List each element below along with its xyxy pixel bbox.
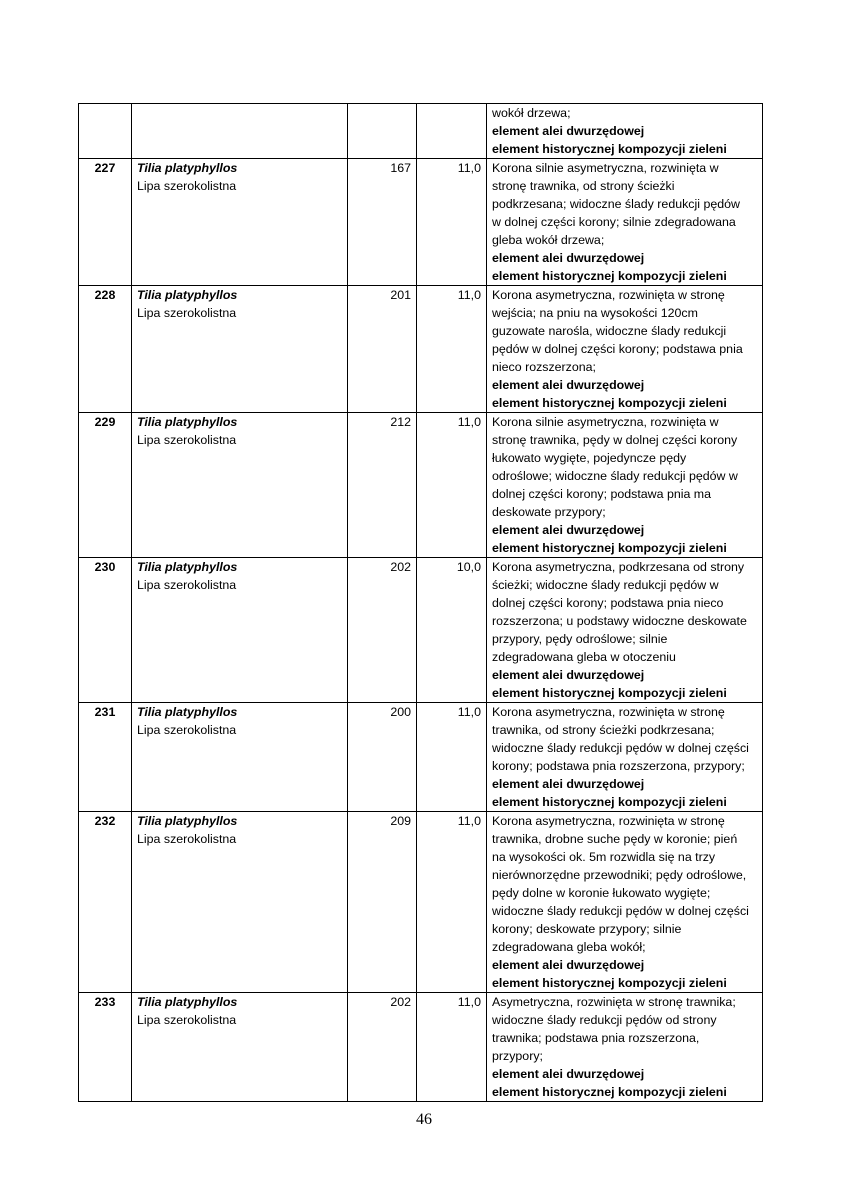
table-row <box>79 812 763 993</box>
circumference-cell: 202 <box>348 993 417 1102</box>
circumference-cell: 212 <box>348 413 417 558</box>
species-latin-name: Tilia platyphyllos <box>137 161 238 175</box>
description-line: element historycznej kompozycji zieleni <box>492 686 727 700</box>
description-line: przypory; <box>492 1049 543 1063</box>
species-cell <box>132 703 348 812</box>
description-line: widoczne ślady redukcji pędów w dolnej części <box>492 904 749 918</box>
height-cell: 10,0 <box>417 558 487 703</box>
description-line: wokół drzewa; <box>492 106 571 120</box>
height-cell: 11,0 <box>417 286 487 413</box>
description-line: element alei dwurzędowej <box>492 777 645 791</box>
height-cell: 11,0 <box>417 812 487 993</box>
tree-number-cell: 231 <box>79 703 132 812</box>
description-line: zdegradowana gleba wokół; <box>492 940 646 954</box>
table-row-continuation <box>79 104 763 159</box>
circumference-cell: 209 <box>348 812 417 993</box>
description-line: Asymetryczna, rozwinięta w stronę trawnika; <box>492 995 736 1009</box>
description-line: trawnika, drobne suche pędy w koronie; pień <box>492 832 738 846</box>
description-line: Korona asymetryczna, rozwinięta w stronę <box>492 288 725 302</box>
description-line: deskowate przypory; <box>492 505 606 519</box>
description-line: element alei dwurzędowej <box>492 124 645 138</box>
description-line: element historycznej kompozycji zieleni <box>492 1085 727 1099</box>
height-cell: 11,0 <box>417 159 487 286</box>
description-line: Korona asymetryczna, podkrzesana od strony <box>492 560 745 574</box>
description-line: wejścia; na pniu na wysokości 120cm <box>492 306 698 320</box>
species-common-name: Lipa szerokolistna <box>137 306 237 320</box>
height-cell: 11,0 <box>417 703 487 812</box>
description-line: guzowate narośla, widoczne ślady redukcji <box>492 324 727 338</box>
description-line: przypory, pędy odroślowe; silnie <box>492 632 668 646</box>
species-latin-name: Tilia platyphyllos <box>137 705 238 719</box>
species-common-name: Lipa szerokolistna <box>137 832 237 846</box>
table-row <box>79 159 763 286</box>
circumference-cell <box>348 104 417 159</box>
description-line: w dolnej części korony; silnie zdegradowana <box>492 215 736 229</box>
description-cell <box>487 159 763 286</box>
circumference-cell: 201 <box>348 286 417 413</box>
height-cell: 11,0 <box>417 993 487 1102</box>
description-line: stronę trawnika, pędy w dolnej części korony <box>492 433 738 447</box>
tree-number-cell: 229 <box>79 413 132 558</box>
table-row <box>79 703 763 812</box>
species-latin-name: Tilia platyphyllos <box>137 288 238 302</box>
description-line: pędów w dolnej części korony; podstawa pnia <box>492 342 743 356</box>
description-line: Korona asymetryczna, rozwinięta w stronę <box>492 814 725 828</box>
tree-number-cell: 233 <box>79 993 132 1102</box>
description-line: widoczne ślady redukcji pędów w dolnej części <box>492 741 749 755</box>
description-line: element alei dwurzędowej <box>492 523 645 537</box>
species-latin-name: Tilia platyphyllos <box>137 415 238 429</box>
description-line: element alei dwurzędowej <box>492 668 645 682</box>
species-latin-name: Tilia platyphyllos <box>137 995 238 1009</box>
description-line: element historycznej kompozycji zieleni <box>492 976 727 990</box>
species-cell <box>132 159 348 286</box>
tree-number-cell <box>79 104 132 159</box>
description-line: gleba wokół drzewa; <box>492 233 605 247</box>
description-line: łukowato wygięte, pojedyncze pędy <box>492 451 687 465</box>
circumference-cell: 200 <box>348 703 417 812</box>
description-line: na wysokości ok. 5m rozwidla się na trzy <box>492 850 716 864</box>
table-row <box>79 413 763 558</box>
tree-number-cell: 227 <box>79 159 132 286</box>
description-cell <box>487 558 763 703</box>
height-cell <box>417 104 487 159</box>
tree-number-cell: 230 <box>79 558 132 703</box>
species-cell <box>132 993 348 1102</box>
description-line: korony; podstawa pnia rozszerzona, przypory; <box>492 759 745 773</box>
description-line: element alei dwurzędowej <box>492 378 645 392</box>
height-cell: 11,0 <box>417 413 487 558</box>
species-cell <box>132 413 348 558</box>
species-cell <box>132 812 348 993</box>
description-line: Korona silnie asymetryczna, rozwinięta w <box>492 415 719 429</box>
description-line: trawnika; podstawa pnia rozszerzona, <box>492 1031 700 1045</box>
description-line: element historycznej kompozycji zieleni <box>492 396 727 410</box>
species-common-name: Lipa szerokolistna <box>137 179 237 193</box>
description-line: element historycznej kompozycji zieleni <box>492 795 727 809</box>
description-line: korony; deskowate przypory; silnie <box>492 922 682 936</box>
species-cell <box>132 104 348 159</box>
table-row <box>79 993 763 1102</box>
description-line: dolnej części korony; podstawa pnia ma <box>492 487 712 501</box>
tree-inventory-table <box>78 103 763 1102</box>
species-common-name: Lipa szerokolistna <box>137 723 237 737</box>
description-line: trawnika, od strony ścieżki podkrzesana; <box>492 723 715 737</box>
description-line: Korona silnie asymetryczna, rozwinięta w <box>492 161 719 175</box>
description-line: Korona asymetryczna, rozwinięta w stronę <box>492 705 725 719</box>
description-cell <box>487 286 763 413</box>
table-row <box>79 286 763 413</box>
species-latin-name: Tilia platyphyllos <box>137 560 238 574</box>
description-line: widoczne ślady redukcji pędów od strony <box>492 1013 717 1027</box>
page-number: 46 <box>416 1111 432 1128</box>
description-cell <box>487 993 763 1102</box>
description-line: nierównorzędne przewodniki; pędy odroślowe, <box>492 868 747 882</box>
description-line: zdegradowana gleba w otoczeniu <box>492 650 676 664</box>
species-common-name: Lipa szerokolistna <box>137 433 237 447</box>
description-line: element alei dwurzędowej <box>492 251 645 265</box>
species-common-name: Lipa szerokolistna <box>137 1013 237 1027</box>
tree-inventory-body <box>79 104 763 1102</box>
species-cell <box>132 558 348 703</box>
description-line: odroślowe; widoczne ślady redukcji pędów w <box>492 469 738 483</box>
description-line: element historycznej kompozycji zieleni <box>492 541 727 555</box>
description-cell <box>487 703 763 812</box>
description-line: dolnej części korony; podstawa pnia nieco <box>492 596 724 610</box>
description-line: stronę trawnika, od strony ścieżki <box>492 179 675 193</box>
description-cell <box>487 812 763 993</box>
circumference-cell: 167 <box>348 159 417 286</box>
description-cell <box>487 104 763 159</box>
description-line: nieco rozszerzona; <box>492 360 596 374</box>
description-line: rozszerzona; u podstawy widoczne deskowate <box>492 614 747 628</box>
species-cell <box>132 286 348 413</box>
description-line: element historycznej kompozycji zieleni <box>492 269 727 283</box>
table-row <box>79 558 763 703</box>
species-common-name: Lipa szerokolistna <box>137 578 237 592</box>
circumference-cell: 202 <box>348 558 417 703</box>
description-line: pędy dolne w koronie łukowato wygięte; <box>492 886 711 900</box>
description-line: ścieżki; widoczne ślady redukcji pędów w <box>492 578 719 592</box>
tree-number-cell: 232 <box>79 812 132 993</box>
tree-number-cell: 228 <box>79 286 132 413</box>
description-cell <box>487 413 763 558</box>
description-line: podkrzesana; widoczne ślady redukcji pędów <box>492 197 740 211</box>
description-line: element alei dwurzędowej <box>492 1067 645 1081</box>
species-latin-name: Tilia platyphyllos <box>137 814 238 828</box>
description-line: element alei dwurzędowej <box>492 958 645 972</box>
description-line: element historycznej kompozycji zieleni <box>492 142 727 156</box>
